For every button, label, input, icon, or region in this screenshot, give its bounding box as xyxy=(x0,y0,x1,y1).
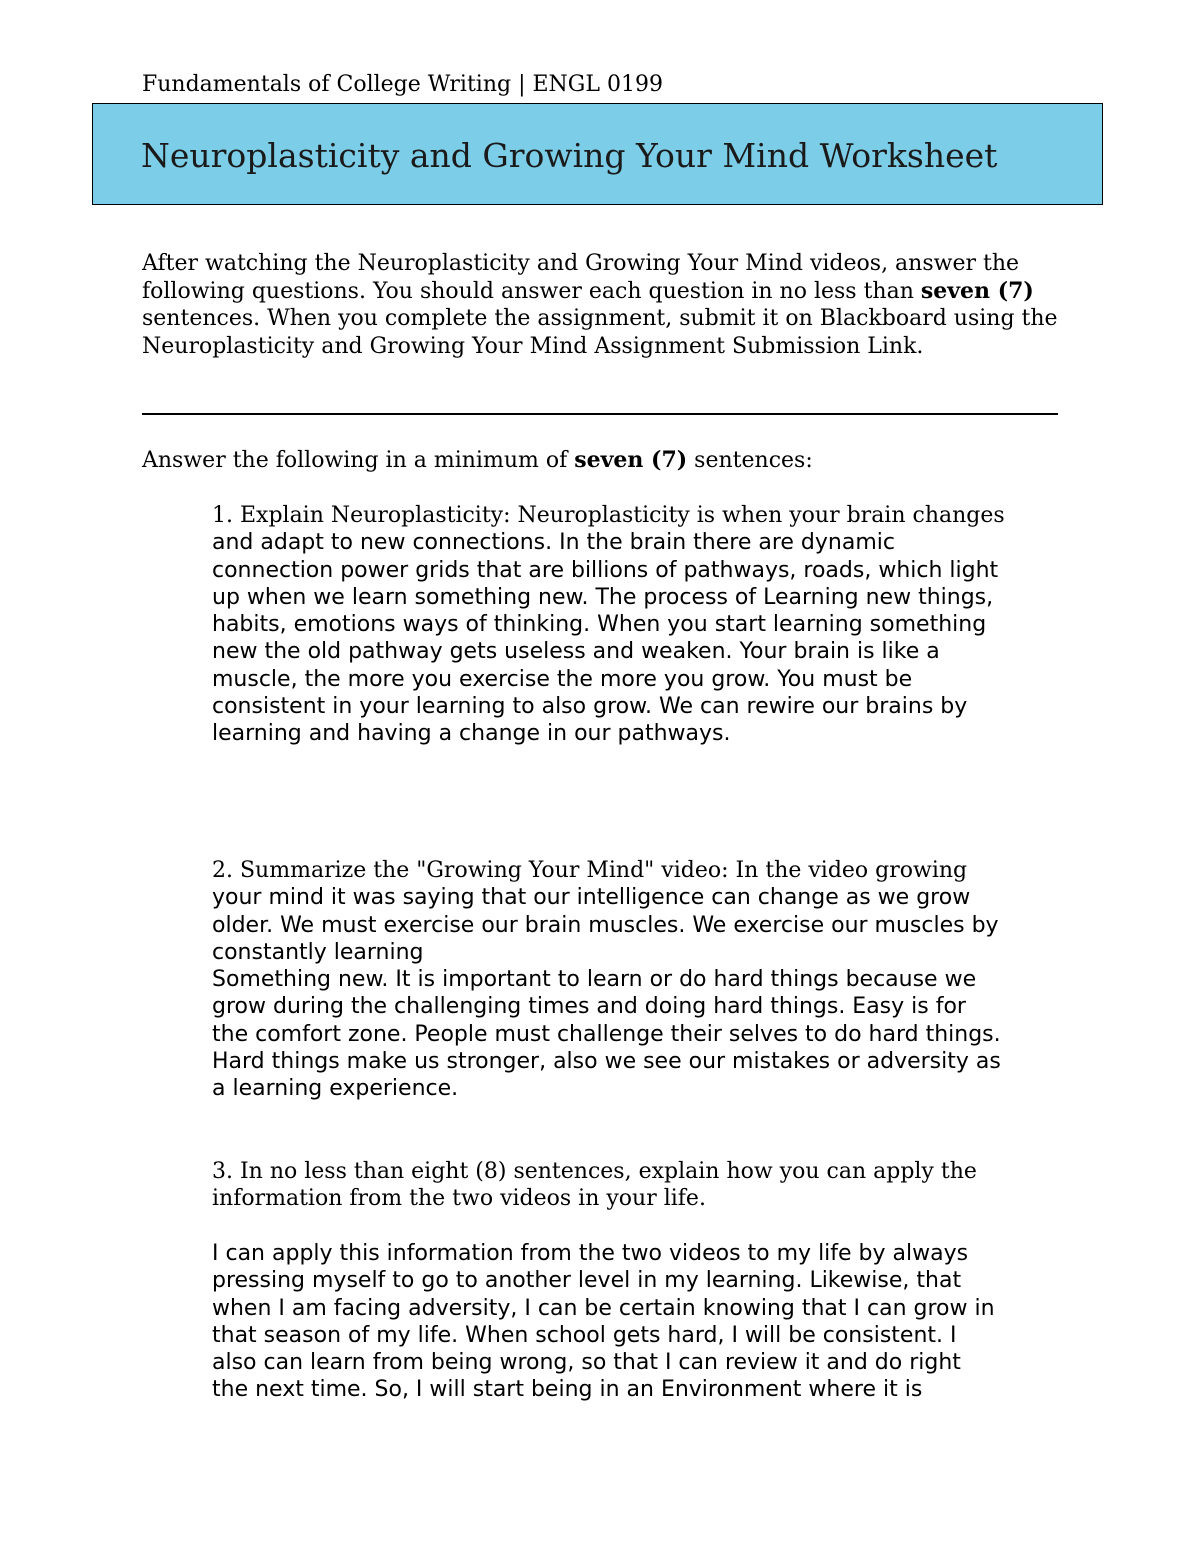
question-3-prompt-line: information from the two videos in your life. xyxy=(212,1186,706,1212)
question-3-answer-line: also can learn from being wrong, so that I can review it and do right xyxy=(212,1350,961,1376)
answer-heading-bold-count: seven (7) xyxy=(574,447,688,473)
instructions-paragraph xyxy=(142,250,1072,360)
instructions-text-part2: sentences. When you complete the assignment, submit it on Blackboard using the Neuroplasticity and Growing Your Mind Assignment Submission Link. xyxy=(142,306,1058,359)
question-2-line: a learning experience. xyxy=(212,1076,459,1102)
question-1-line: and adapt to new connections. In the brain there are dynamic xyxy=(212,530,895,556)
question-2-line: Something new. It is important to learn or do hard things because we xyxy=(212,967,977,993)
question-2-line: 2. Summarize the "Growing Your Mind" video: In the video growing xyxy=(212,858,968,883)
answer-heading xyxy=(142,446,1042,475)
question-3-prompt xyxy=(212,1158,1072,1213)
question-3-answer-line: the next time. So, I will start being in an Environment where it is xyxy=(212,1377,923,1403)
question-1-line: learning and having a change in our pathways. xyxy=(212,721,731,747)
question-3-answer-line: that season of my life. When school gets hard, I will be consistent. I xyxy=(212,1322,957,1348)
horizontal-divider xyxy=(142,413,1058,415)
answer-heading-part1: Answer the following in a minimum of xyxy=(142,448,575,473)
question-3-answer-line: I can apply this information from the two videos to my life by always xyxy=(212,1241,969,1266)
question-2-line: Hard things make us stronger, also we see our mistakes or adversity as xyxy=(212,1049,1001,1075)
title-box xyxy=(92,103,1103,205)
question-2-line: older. We must exercise our brain muscles. We exercise our muscles by xyxy=(212,912,999,938)
question-1-line: new the old pathway gets useless and weaken. Your brain is like a xyxy=(212,639,940,665)
question-3-answer-line: pressing myself to go to another level in my learning. Likewise, that xyxy=(212,1268,962,1294)
question-3-prompt-line: 3. In no less than eight (8) sentences, explain how you can apply the xyxy=(212,1159,977,1184)
question-2-line: grow during the challenging times and doing hard things. Easy is for xyxy=(212,994,966,1020)
question-2-line: the comfort zone. People must challenge their selves to do hard things. xyxy=(212,1021,1001,1047)
course-header: Fundamentals of College Writing | ENGL 0199 xyxy=(142,72,663,97)
question-1-line: habits, emotions ways of thinking. When you start learning something xyxy=(212,612,987,638)
worksheet-title: Neuroplasticity and Growing Your Mind Worksheet xyxy=(141,136,998,175)
answer-heading-part2: sentences: xyxy=(687,448,813,473)
question-1-line: up when we learn something new. The process of Learning new things, xyxy=(212,584,994,610)
question-2-block xyxy=(212,857,1072,1103)
question-2-line: constantly learning xyxy=(212,939,424,965)
question-1-line: 1. Explain Neuroplasticity: Neuroplasticity is when your brain changes xyxy=(212,503,1005,528)
question-3-answer-line: when I am facing adversity, I can be certain knowing that I can grow in xyxy=(212,1295,995,1321)
question-3-answer xyxy=(212,1240,1072,1404)
question-1-line: connection power grids that are billions of pathways, roads, which light xyxy=(212,557,999,583)
instructions-bold-count: seven (7) xyxy=(920,277,1034,304)
instructions-text-part1: After watching the Neuroplasticity and Growing Your Mind videos, answer the following questions. You should answer each question in no less than xyxy=(142,251,1020,304)
question-2-line: your mind it was saying that our intelligence can change as we grow xyxy=(212,885,971,911)
question-1-line: muscle, the more you exercise the more you grow. You must be xyxy=(212,666,913,692)
question-1-block xyxy=(212,502,1072,748)
question-1-line: consistent in your learning to also grow. We can rewire our brains by xyxy=(212,694,968,720)
